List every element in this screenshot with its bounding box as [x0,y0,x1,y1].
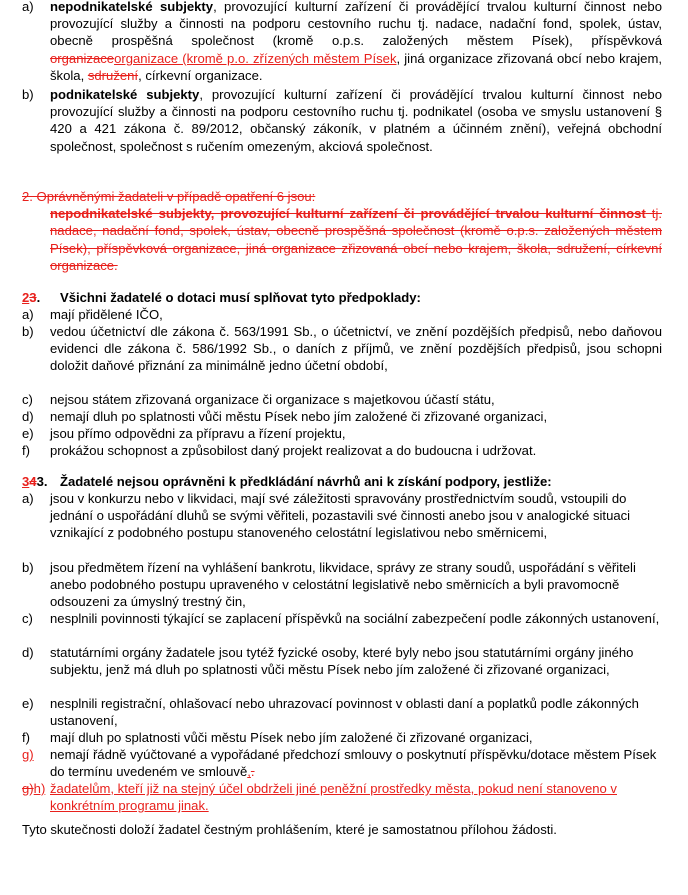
item-text: statutárními orgány žadatele jsou tytéž fyzické osoby, které byly nebo jsou statutárními orgány jiného subjektu, jenž má dluh po splatnosti vůči městu Písek nebo jím založené či zřizované organizaci, [50,645,634,678]
item-label: b) [22,87,34,102]
number-insertion: 2 [22,290,30,305]
item-text: vedou účetnictví dle zákona č. 563/1991 Sb., o účetnictví, ve znění pozdějších předpisů, nebo daňovou evidenci dle zákona č. 586/1992 Sb., o daních z příjmů, ve znění pozdějších předpisů, jsou schopni doložit daňové přiznání za minimálně jedno účetní období, [50,324,662,374]
number-suffix: 3. [36,474,48,489]
list-item [22,306,662,323]
list-item [22,644,662,678]
item-label: c) [22,611,33,626]
label-deletion: g) [22,781,34,796]
item-label: a) [22,491,34,506]
item-label: a) [22,0,34,14]
item-text: nesplnili povinnosti týkající se zaplacení příspěvků na sociální zabezpečení podle zákonných ustanovení, [50,611,660,626]
item-label: a) [22,307,34,322]
item-label: d) [22,409,34,424]
list-item [22,490,662,542]
list-item [22,391,662,408]
inserted-text: žadatelům, kteří již na stejný účel obdrželi jiné peněžní prostředky města, pokud není stanoveno v konkrétním programu jinak. [50,781,617,814]
item-text: prokážou schopnost a způsobilost daný projekt realizovat a do budoucna i udržovat. [50,443,537,458]
item-label: f) [22,443,30,458]
item-label: b) [22,324,34,339]
list-item [22,442,662,459]
paragraph-text: , církevní organizace. [138,67,263,83]
number-insertion: 3 [22,474,30,489]
item-label-insertion: g) [22,747,34,762]
tracked-deletion: . [250,764,255,780]
number-suffix: . [36,290,41,305]
list-item [22,729,662,746]
item-text: jsou přímo odpovědni za přípravu a řízení projektu, [50,426,346,441]
section-heading-requirements [22,289,662,306]
item-text: nemají dluh po splatnosti vůči městu Písek nebo jím založené či zřizované organizaci, [50,409,548,424]
paragraph-text: , provozující kulturní zařízení či provádějící trvalou kulturní činnost nebo provozující služby a činnosti na podporu cestovního ruchu tj. nadace, nadační fond, spolek, ústav, obecně prospěšná společnost (kromě o.p.s. založených městem Písek), příspěvková [50,0,662,49]
deleted-paragraph-2 [22,188,662,274]
list-item [22,559,662,611]
number-deletion: 4 [29,474,37,489]
paragraph-b-business [22,86,662,155]
list-item [22,323,662,375]
deleted-heading: 2. Oprávněnými žadateli v případě opatření 6 jsou: [22,189,316,204]
paragraph-text: , provozující kulturní zařízení či provádějící trvalou kulturní činnost nebo provozující služby a činnosti na podporu cestovního ruchu tj. podnikatel (osoba ve smyslu ustanovení § 420 a 421 zákona č. 89/2012, občanský zákoník, v platném a účinném znění), veřejná obchodní společnost, společnost s ručením omezeným, akciová společnost. [50,87,662,154]
section-heading-ineligibility [22,473,662,490]
section-title: Žadatelé nejsou oprávněni k předkládání návrhů ani k získání podpory, jestliže: [60,474,552,489]
list-item-h-inserted [22,780,662,814]
item-label: e) [22,696,34,711]
deleted-text: tj. nadace, nadační fond, spolek, ústav, obecně prospěšná společnost (kromě o.p.s. založených městem Písek), příspěvková organizace, jiná organizace zřizovaná obcí nebo krajem, škola, sdružení, církevní organizace. [50,206,662,273]
closing-statement: Tyto skutečnosti doloží žadatel čestným prohlášením, které je samostatnou přílohou žádosti. [22,822,557,837]
list-item [22,610,662,627]
item-label: c) [22,392,33,407]
section-title: Všichni žadatelé o dotaci musí splňovat tyto předpoklady: [60,290,421,305]
tracked-deletion: sdružení [87,67,139,83]
paragraph-text: , jiná organizace zřizovaná obcí nebo krajem, škola, [50,50,662,83]
item-text: jsou předmětem řízení na vyhlášení bankrotu, likvidace, správy ze strany soudů, uspořádání s věřiteli anebo podobného postupu upraveného v celostátní legislativě nebo směrnicích a byli pravomocně odsouzeni za úmyslný trestný čin, [50,560,636,610]
section-number [22,289,60,306]
label-insertion: h) [33,781,46,796]
item-label: e) [22,426,34,441]
item-text: nesplnili registrační, ohlašovací nebo uhrazovací povinnost v oblasti daní a poplatků podle zákonných ustanovení, [50,696,639,729]
list-item-g [22,746,662,780]
deleted-bold-term: nepodnikatelské subjekty, provozující kulturní zařízení či provádějící trvalou kulturní činnost [50,206,646,222]
bold-term: nepodnikatelské subjekty [50,0,214,14]
item-text: mají dluh po splatnosti vůči městu Písek nebo jím založené či zřizované organizaci, [50,730,533,745]
item-text: nemají řádně vyúčtované a vypořádané předchozí smlouvy o poskytnutí příspěvku/dotace městem Písek do termínu uvedeném ve smlouvě [50,747,657,780]
bold-term: podnikatelské subjekty [50,87,200,102]
item-text: mají přidělené IČO, [50,307,163,322]
paragraph-a-nonprofit [22,0,662,84]
section-number [22,473,60,490]
item-label: f) [22,730,30,745]
tracked-deletion: organizace [50,50,115,66]
list-item [22,425,662,442]
tracked-insertion: organizace (kromě p.o. zřízených městem Písek [114,50,397,66]
number-deletion: 3 [29,290,37,305]
item-label: b) [22,560,34,575]
item-text: jsou v konkurzu nebo v likvidaci, mají své záležitosti spravovány prostřednictvím soudů, vstoupili do jednání o uspořádání dluhů se svými věřiteli, pozastavili své činnosti anebo jsou v analogické situaci vznikající z podobného postupu stanoveného celostátní legislativou nebo směrnicemi, [50,491,631,541]
item-text: nejsou státem zřizovaná organizace či organizace s majetkovou účastí státu, [50,392,495,407]
item-label: d) [22,645,34,660]
tracked-insertion: , [247,764,251,780]
list-item [22,695,662,729]
item-label [22,780,45,797]
list-item [22,408,662,425]
